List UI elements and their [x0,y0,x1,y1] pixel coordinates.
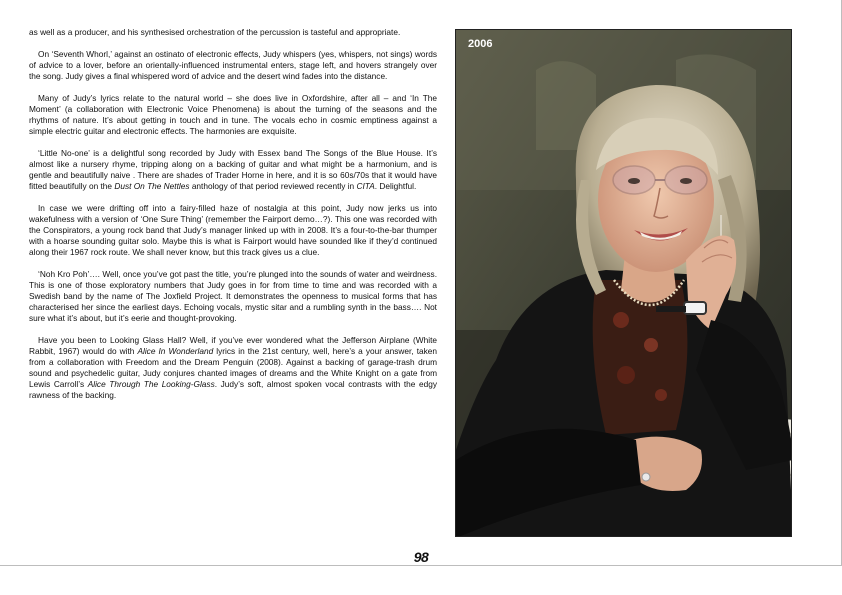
paragraph-text: anthology of that period reviewed recently in [189,180,357,191]
article-paragraph-5 [29,203,437,258]
paragraph-text: Have you been to Looking Glass Hall? Well, if you’ve ever wondered what the Jefferson Airplane (White Rabbit, 1967) would do with [29,334,437,356]
book-title-italic: Alice In Wonderland [137,345,214,356]
portrait-photo [455,29,792,537]
article-paragraph-6 [29,269,437,324]
paragraph-text: In case we were drifting off into a fairy-filled haze of nostalgia at this point, Judy now jerks us into wakefulness with a version of ‘One Sure Thing’ (remember the Fairport demo…?). This one was recorded with the Conspirators, a young rock band that Judy’s manager linked up with in 2008. It’s a four-to-the-bar thumper with a hoarse sounding guitar solo. Maybe this is what is Fairport would have sounded like if they’d continued along their 1967 rock route. We shall never know, but this track gives us a clue. [29,202,437,257]
page-bottom-rule [0,565,842,566]
article-paragraph-2 [29,49,437,82]
paragraph-text: ‘Little No-one’ is a delightful song recorded by Judy with Essex band The Songs of the Blue House. It’s almost like a nursery rhyme, tripping along on a backing of guitar and what might be a harmonium, and is gentle and beautifully naive . There are shades of Trader Horne in here, and it is so 60s/70s that it would have fitted beautifully on the [29,147,437,191]
magazine-title-italic: CITA [356,180,375,191]
paragraph-text: ‘Noh Kro Poh’…. Well, once you’ve got past the title, you’re plunged into the sounds of water and weirdness. This is one of those exploratory numbers that Judy goes in for from time to time and was recorded with a Swedish band by the name of The Joxfield Project. It demonstrates the openness to musical forms that has characterised her since the earliest days. Echoing vocals, mystic sitar and a rumbling synth in the bass…. Not sure what it’s about, but it’s eerie and thought-provoking. [29,268,437,323]
portrait-illustration [456,30,792,537]
article-paragraph-7 [29,335,437,402]
article-paragraph-4 [29,148,437,192]
paragraph-text: . Delightful. [374,180,417,191]
article-paragraph-3 [29,93,437,137]
paragraph-text: . Judy’s soft, almost spoken vocal contrasts with the edgy rawness of the backing. [29,379,437,401]
album-title-italic: Dust On The Nettles [114,180,190,191]
photo-year-label: 2006 [468,38,493,50]
article-paragraph-1 [29,27,437,38]
paragraph-text: On ‘Seventh Whorl,’ against an ostinato of electronic effects, Judy whispers (yes, whispers, not sings) words of advice to a lover, before an orientally-influenced instrumental enters, stage left, and hovers strangely over the song. Judy gives a final whispered word of advice and the desert wind fades into the distance. [29,48,437,81]
paragraph-text: as well as a producer, and his synthesised orchestration of the percussion is tasteful and appropriate. [29,27,401,37]
article-text-column [29,27,437,412]
paragraph-text: lyrics in the 21st century, well, here’s a your answer, taken from a collaboration with Freedom and the Dream Penguin (2008). Against a backing of garage-trash drum sound and psychedelic guitar, Judy conjures chanted images of dreams and the White Knight on a gate from Lewis Carroll’s [29,345,437,389]
paragraph-text: Many of Judy’s lyrics relate to the natural world – she does live in Oxfordshire, after all – and ‘In The Moment’ (a collaboration with Electronic Voice Phenomena) is about the turning of the seasons and the rhythms of nature. It’s about getting in touch and in tune. The vocals echo in cosmic emptiness against a simple electric guitar and electronic effects. The harmonies are exquisite. [29,92,437,136]
book-title-italic: Alice Through The Looking-Glass [87,379,215,389]
page-number: 98 [413,549,429,565]
